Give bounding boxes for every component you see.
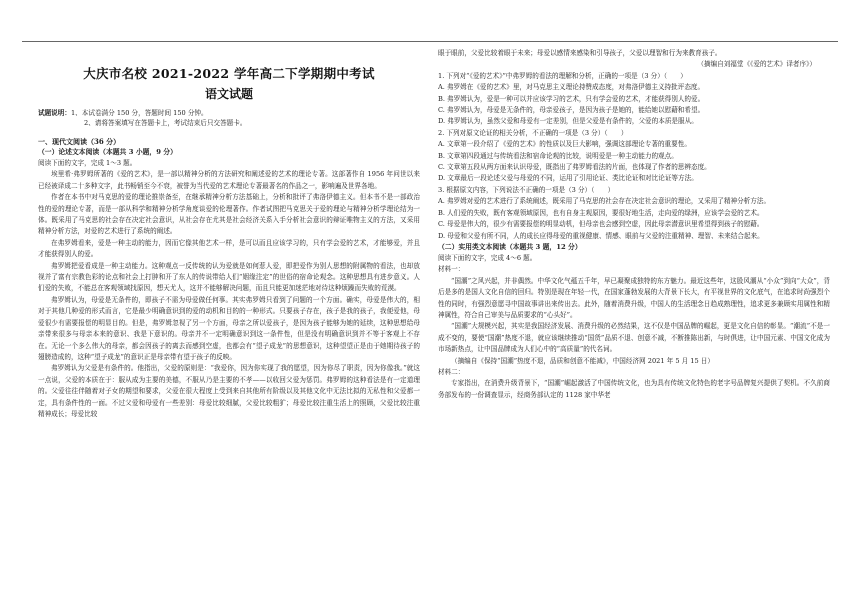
material-1-paragraph: “国潮”大规模兴起，其实是我国经济发展、消费升级的必然结果，这不仅是中国品牌的崛起，更是文化自信的彰显。“潮流”不是一成不变的，要使“国潮”热度不退，就应该继续推动“国货”品质不退、创意不减，不断推陈出新，与时俱进，让中国元素、中国文化成为市场新热点，让中国品牌成为人们心中的“高质量”的代名词。 [438,322,830,354]
exam-subtitle: 语文试题 [204,87,253,101]
instructions [38,108,420,128]
passage-paragraph: 弗罗姆把爱看成是一种主动能力。这种观点一反传统的认为爱就是如何惹人爱，即把爱作为别人思想的附属物的看法，也却放视并了富有宗教色彩的论点和社会上打肿和开了东人的传说带给人们“姻缘注定”的世俗的宿命论观念。这种思想具有进步意义。人们爱的失败，不能总在客观领域找原因，想天尤人，这并不能够解决问题，而且只能更加迷茫地对待这种烦躁而失败的荒漠。 [38,261,420,293]
left-column [38,48,420,600]
instructions-label: 试题说明： [38,109,71,117]
part2-intro: 阅读下面的文字，完成 4～6 题。 [438,253,537,262]
passage-paragraph: 弗罗姆认为父爱是有条件的。他指出，父爱的原则是：“我爱你，因为你实现了我的愿望，因为你尽了职责，因为你像我。”就这一点说，父爱的本质在于：服从成为主要的美德，不服从乃是主要的不孝——以收回父爱为惩罚。弗罗姆的这种看法是有一定道理的。父爱往往伴随着对子女的期望和要求，父爱在很大程度上受到来自其他所有阶级以及其他文化中无法比拟的无私性和父爱都一定，具有条件性的一面。不过父爱和母爱有一些差别：母爱比较细腻，父爱比较粗犷；母爱比较注重生活上的照顾，父爱比较注重精神成长；母爱比较 [38,364,420,418]
question-1-option-c: C. 弗罗姆认为，母爱是无条件的，母亲爱孩子，是因为孩子是她的，能给她以慰藉和希望。 [438,106,705,115]
section-heading: 一、现代文阅读（36 分） [38,137,121,146]
material-1-paragraph: “国潮”之风兴起，并非偶然。中华文化气蕴五千年，早已凝聚成独特的东方魅力。最近这些年，这股风潮从“小众”到向“大众”，背后是多的是国人文化自信的回归。特别是现在年轻一代，在国家蓬勃发展的大背景下长大，有平视世界的文化底气，在追求时尚强烈个性的同时，有强烈意愿寻中国故事讲出来传出去。此外，随着消费升级，中国人的生活理念日趋成熟理性，追求更多兼顾实用属性和精神属性，符合自己审美与品质要求的“心头好”。 [438,276,830,319]
passage-paragraph: 弗罗姆认为，母爱是无条件的，即孩子不需为母爱做任何事。其实弗罗姆只看到了问题的一个方面。确实，母爱是伟大的，相对于其他几种爱的形式而言，它是最少明确意识到的爱的动机和目的的一种形式。只要孩子存在，孩子是我的孩子，我便爱他，母爱很少有需要报偿的明显目的。但是，弗罗姆忽视了另一个方面，母亲之所以爱孩子，是因为孩子能够为她的延续，这种思想给母亲带来很多与母亲本来的意识、我是下意识的。母亲并不一定明确意识到这一条件性，但是没有明确意识到并不等于客观上不存在。无论一个多么伟大的母亲，都会因孩子的离去而感到空虚，也都会有“望子成龙”的思想意识，这种望望正是由于她期待孩子的翅膀造成的，这种“望子成龙”的意识正是母亲带有望于孩子的反映。 [38,295,420,361]
top-rule [22,41,838,42]
passage-source: （摘编自刘福堂《《爱的艺术》译者序》） [697,60,816,69]
material-2-paragraph: 专家指出，在消费升级背景下，“国潮”崛起激活了中国传统文化，也为具有传统文化特色的老字号品牌复兴提供了契机。不久前商务部发布的一份调查显示，经商务部认定的 1128 家中华老 [438,379,830,399]
question-3: 3. 根据原文内容，下列说法不正确的一项是（3 分）（ ） [438,185,615,194]
passage-paragraph: 埃里希·弗罗姆所著的《爱的艺术》，是一部以精神分析的方法研究和阐述爱的艺术的理论专著。这部著作自 1956 年问世以来已经被译成二十多种文字，此书畅销至今不衰，被誉为当代爱的艺术理论专著最著名的作品之一，影响遍及世界各地。 [38,170,420,190]
question-3-option-c: C. 母爱是伟大的，很少有需要报偿的明显动机，但母亲也会感到空虚，因此母亲潜意识里希望得到孩子的慰藉。 [438,220,764,229]
question-3-option-a: A. 弗罗姆对爱的艺术进行了系统阐述，既采用了马克思的社会存在决定社会意识的理论，又采用了精神分析方法。 [438,197,771,206]
question-2-option-a: A. 文章第一段介绍了《爱的艺术》的性质以及巨大影响，强调这部理论专著的重要性。 [438,140,691,149]
passage-paragraph: 在弗罗姆看来，爱是一种主动的能力，因而它像其他艺术一样，是可以而且应该学习的，只有学会爱的艺术，才能够爱，并且才能获得别人的爱。 [38,238,420,259]
question-3-option-d: D. 母爱和父爱有所不同，人的成长应得母爱的重视健康、情感、眼前与父爱的注重精神、理智、未来结合起来。 [438,231,764,240]
question-2-option-b: B. 文章第四段通过与传统看法和宿命论观的比较，说明爱是一种主动能力的观点。 [438,151,678,160]
material-1-source: （摘编自《保持“国潮”热度不退，品质和创意不能减》，中国经济网 2021 年 5 月 15 日） [451,356,714,365]
right-column [438,48,830,600]
question-2-option-d: D. 文章最后一段论述父爱与母爱的不同，运用了引用论证、类比论证和对比论证等方法。 [438,174,698,183]
material-1-label: 材料一： [438,265,465,274]
question-2-option-c: C. 文章第五段从两方面来认识母爱，既指出了弗罗姆看法的片面，也体现了作者的思辨态度。 [438,163,711,172]
question-1-option-a: A. 弗罗姆在《爱的艺术》里，对马克思主义理论持赞成态度，对弗洛伊德主义持批评态度。 [438,83,705,92]
question-2: 2. 下列对原文论证的相关分析，不正确的一项是（3 分）（ ） [438,128,628,137]
part1-heading: （一）论述文本阅读（本题共 3 小题，9 分） [38,148,177,156]
instruction-1: 1、本试卷满分 150 分，答题时间 150 分钟。 [70,109,208,117]
material-2-label: 材料二： [438,367,465,376]
question-3-option-b: B. 人们爱的失败，既有客观领域原因，也有自身主观原因，要很好地生活，走向爱的绿洲，应该学会爱的艺术。 [438,208,764,217]
passage-continuation: 眼于眼前，父爱比较着眼于未来；母爱以感情来感染和引导孩子，父爱以理智和行为来教育孩子。 [438,49,722,57]
passage-paragraph: 作者在本书中对马克思的爱的理论推崇备至，在继承精神分析方法基础上，分析和批评了弗洛伊德主义。但本书不是一部政治性的爱的理论专著，而是一部从科学和精神分析学角度谈爱的伦理著作。作者试图把马克思关于爱的理论与精神分析学理论结为一体。既采用了马克思的社会存在决定社会意识，从社会存在尤其是社会经济关系入手分析社会意识的辩证唯物主义的方法，又采用精神分析方法，对爱的艺术进行了系统的阐述。 [38,193,420,236]
question-1-option-b: B. 弗罗姆认为，爱是一种可以并应该学习的艺术，只有学会爱的艺术，才能获得别人的爱。 [438,94,705,103]
instruction-2: 2、请将答案填写在答题卡上，考试结束后只交答题卡。 [84,119,247,127]
part2-heading: （二）实用类文本阅读（本题共 3 题，12 分） [438,242,582,251]
part1-intro: 阅读下面的文字，完成 1～3 题。 [38,159,137,167]
question-1: 1. 下列对“《爱的艺术》”中弗罗姆的看法的理解和分析，正确的一项是（3 分）（ ） [438,71,687,80]
exam-title: 大庆市名校 2021-2022 学年高二下学期期中考试 [83,66,375,81]
question-1-option-d: D. 弗罗姆认为，虽然父爱和母爱有一定差别，但是父爱是有条件的，父爱的本质是服从。 [438,117,698,126]
